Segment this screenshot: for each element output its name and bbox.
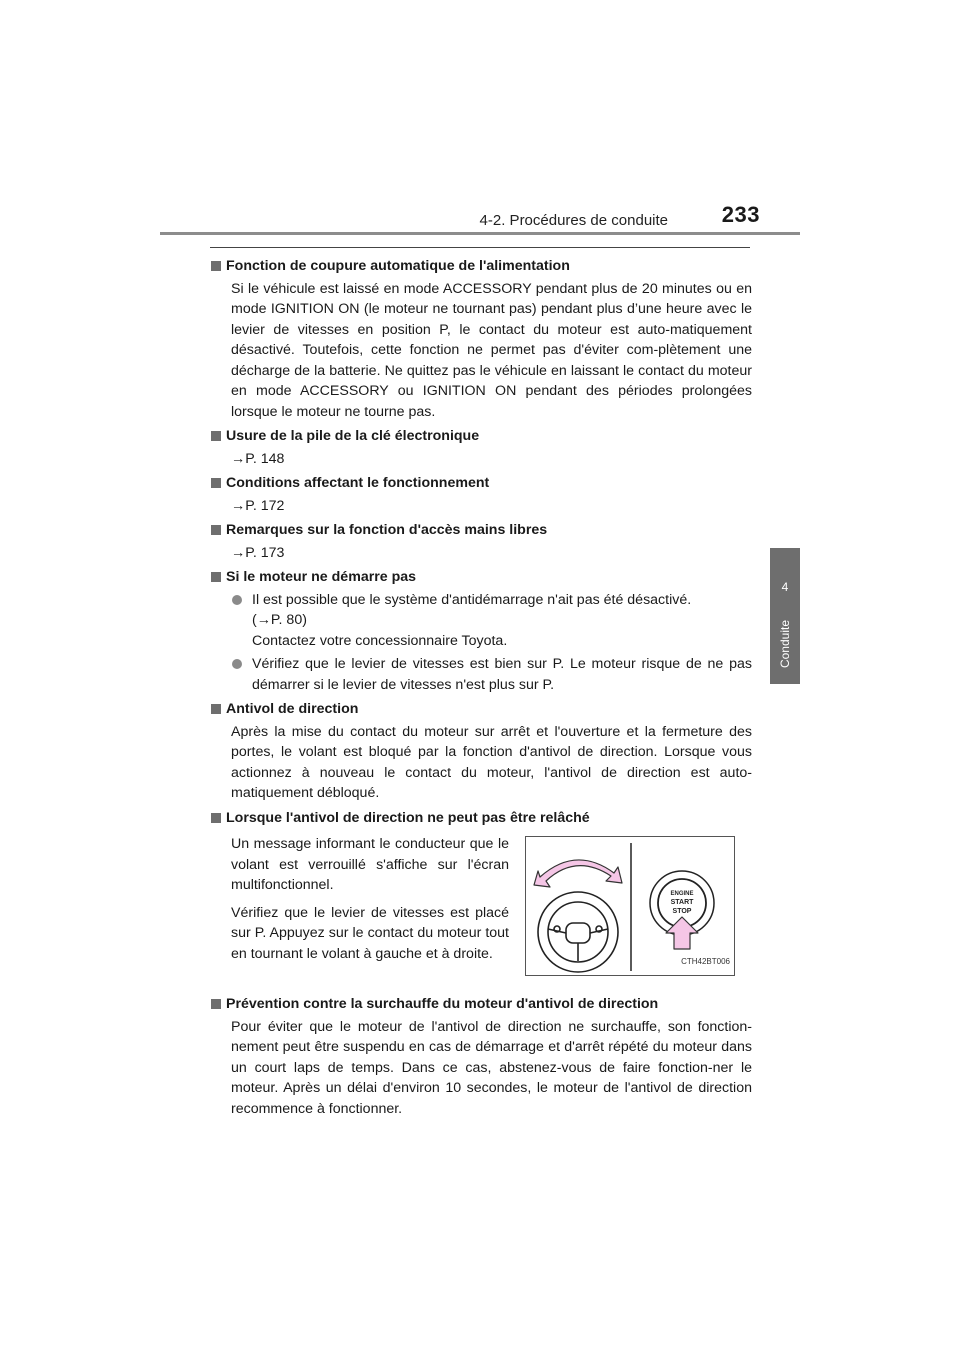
section-lock-release [210,834,752,990]
section-title: Remarques sur la fonction d'accès mains libres [210,520,752,541]
steering-wheel-icon [538,892,618,972]
section-title-lock-release: Lorsque l'antivol de direction ne peut pas être relâché [210,808,752,829]
paragraph: Un message informant le conducteur que le volant est verrouillé s'affiche sur l'écran multifonctionnel. [231,836,509,893]
round-bullet-icon [232,595,242,605]
section-conditions [210,473,752,516]
chapter-side-tab [770,548,800,684]
page-reference: →P. 172 [231,497,285,514]
chapter-label-wrap [770,620,800,680]
section-title: Conditions affectant le fonctionnement [210,473,752,494]
steering-lock-illustration [525,836,735,976]
square-bullet-icon [211,431,221,441]
section-no-start [210,567,752,695]
header-rule [160,232,800,235]
section-notes [210,520,752,563]
section-title: Si le moteur ne démarre pas [210,567,752,588]
section-steering-lock [210,699,752,804]
section-text: Pour éviter que le moteur de l'antivol de direction ne surchauffe, son fonction-nement peut être suspendu en cas de démarrage et d'arrêt répété du moteur dans un court laps de temps. Dans ce cas, abstenez-vous de faire fonction-ner le moteur. Après un délai d'environ 10 secondes, le moteur de l'antivol de direction recommence à fonctionner. [231,1018,752,1117]
content-top-rule [210,247,750,248]
square-bullet-icon [211,704,221,714]
section-title: Fonction de coupure automatique de l'alimentation [210,256,752,277]
section-overheat [210,994,752,1119]
round-bullet-icon [232,659,242,669]
square-bullet-icon [211,525,221,535]
section-title: Usure de la pile de la clé électronique [210,426,752,447]
section-title: Antivol de direction [210,699,752,720]
chapter-number: 4 [781,580,789,594]
square-bullet-icon [211,999,221,1009]
page-reference: →P. 148 [231,450,285,467]
page-content [210,256,752,1123]
section-title: Prévention contre la surchauffe du moteur d'antivol de direction [210,994,752,1015]
paragraph: Vérifiez que le levier de vitesses est placé sur P. Appuyez sur le contact du moteur tout en tournant le volant à gauche et à droite. [231,904,509,962]
page-header [160,200,800,236]
section-text: Si le véhicule est laissé en mode ACCESSORY pendant plus de 20 minutes ou en mode IGNITION ON (le moteur ne tournant pas) pendant plus d’une heure avec le levier de vitesses en position P, le contact du moteur est auto-matiquement désactivé. Toutefois, cette fonction ne permet pas d'éviter com-plètement une décharge de la batterie. Ne quittez pas le véhicule en laissant le contact du moteur en mode ACCESSORY ou IGNITION ON pendant des périodes prolongées lorsque le moteur ne tourne pas. [231,280,752,420]
square-bullet-icon [211,813,221,823]
square-bullet-icon [211,261,221,271]
square-bullet-icon [211,572,221,582]
bullet-item: Il est possible que le système d'antidémarrage n'ait pas été désactivé. (→P. 80) Contactez votre concessionnaire Toyota. [210,590,752,652]
svg-text:STOP: STOP [672,908,692,915]
svg-text:ENGINE: ENGINE [670,891,694,897]
section-battery [210,426,752,469]
page-reference: →P. 173 [231,544,285,561]
figure-code: CTH42BT006 [681,956,730,966]
lock-release-text [231,834,509,971]
page-number: 233 [721,202,760,227]
chapter-label: Conduite [778,620,792,669]
bullet-item: Vérifiez que le levier de vitesses est bien sur P. Le moteur risque de ne pas démarrer si le levier de vitesses n'est plus sur P. [210,654,752,695]
section-auto-off [210,256,752,422]
svg-text:START: START [670,899,694,906]
double-arrow-icon [534,860,622,887]
header-section-title: 4-2. Procédures de conduite [479,212,668,229]
square-bullet-icon [211,478,221,488]
section-text: Après la mise du contact du moteur sur arrêt et l'ouverture et la fermeture des portes, le volant est bloqué par la fonction d'antivol de direction. Lorsque vous actionnez à nouveau le contact du moteur, l'antivol de direction est auto-matiquement débloqué. [231,723,752,801]
